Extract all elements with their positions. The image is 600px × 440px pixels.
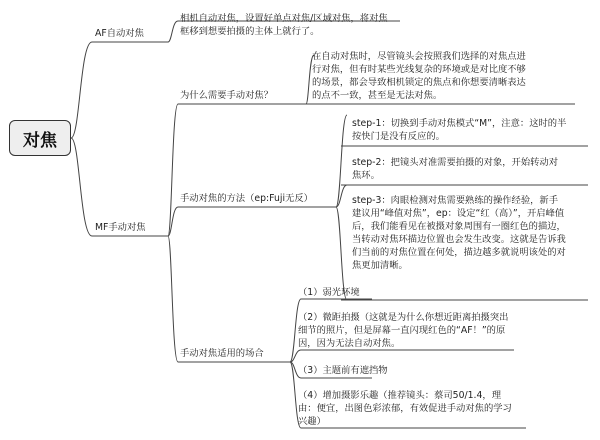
connector-mf-why (168, 104, 306, 236)
af-branch-label[interactable]: AF自动对焦 (95, 28, 144, 39)
mf-scenes-label[interactable]: 手动对焦适用的场合 (180, 348, 264, 359)
mf-step-2[interactable]: step-2：把镜头对准需要拍摄的对象，开始转动对 焦环。 (352, 157, 559, 181)
af-description[interactable]: 相机自动对焦，设置好单点对焦/区域对焦，将对焦 框移到想要拍摄的主体上就行了。 (180, 13, 388, 37)
why-mf-description[interactable]: 在自动对焦时，尽管镜头会按照我们选择的对焦点进 行对焦，但有时某些光线复杂的环境或是对比度不够 的场景，都会导致相机锁定的焦点和你想要清晰表达 的点不一致，甚至是无法对焦。 (312, 51, 526, 101)
scene-item-3[interactable]: （3）主题前有遮挡物 (298, 365, 388, 376)
root-node[interactable]: 对焦 (9, 120, 71, 156)
scene-item-1[interactable]: （1）弱光环境 (298, 287, 360, 298)
scene-item-2[interactable]: （2）微距拍摄（这就是为什么你想近距离拍摄突出 细节的照片，但是屏幕一直闪现红色的“AF！”的原 因，因为无法自动对焦。 (298, 312, 509, 349)
connector-scenes-item2 (290, 350, 514, 362)
connector-root-af (71, 42, 168, 138)
mf-step-1[interactable]: step-1：切换到手动对焦模式“M”，注意：这时的半 按快门是没有反应的。 (352, 118, 567, 142)
scene-item-4[interactable]: （4）增加摄影乐趣（推荐镜头：蔡司50/1.4，理 由：便宜，出图色彩浓郁，有效促进手动对焦的学习 兴趣） (298, 390, 512, 427)
mf-branch-label[interactable]: MF手动对焦 (95, 222, 146, 233)
connector-mf-method (168, 207, 336, 236)
connector-mf-scenes (168, 236, 290, 362)
why-mf-label[interactable]: 为什么需要手动对焦？ (180, 90, 273, 101)
mf-step-3[interactable]: step-3：肉眼检测对焦需要熟练的操作经验，新手 建议用“峰值对焦”，ep：设定“红（高）”，开启峰值 后，我们能看见在被摄对象周围有一圈红色的描边， 当转动对焦环描边位置也会发生改变。这就是告诉我 们当前的对焦位置在何处，描边越多就说明该处的对 焦更加清晰。 (352, 195, 566, 271)
mf-method-label[interactable]: 手动对焦的方法（ep:Fuji无反） (180, 193, 313, 204)
